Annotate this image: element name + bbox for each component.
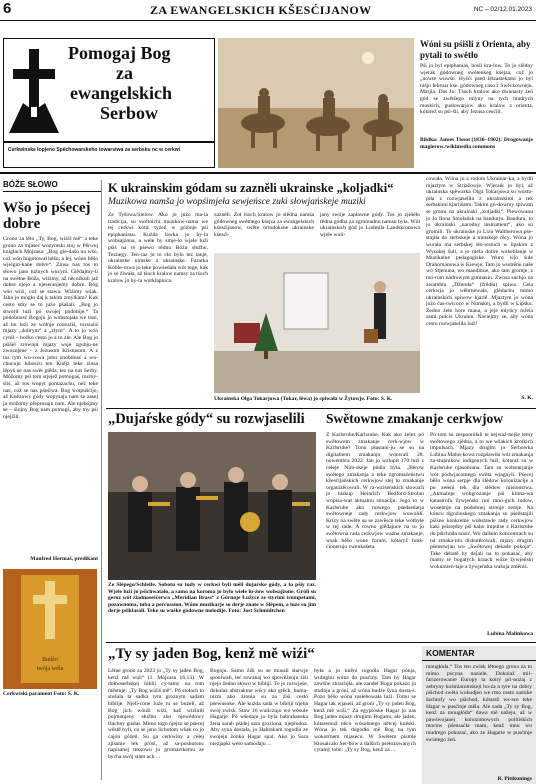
komentar-author: R. Pittkunings [497,776,532,782]
boze-title: Wšo jo pśecej dobre [3,200,91,232]
dujarske-photo [108,432,316,580]
koljadki-photo-caption: Ukrainska Olga Tokarjowa (Tokar, lěwa) jo spiwała w Žytowje. Foto: S. K. [214,396,393,402]
koljadki-col1: Ze Tyšowa/Sielow. Ako jo jużo ma-la tradicija, su swětnichi muzikow-nama we tej cerkwi kótá: tyźeń w góźinje pśi epiphaniasu. Kuźda lawka jo by-la wobsajźona, a wele by smje-lo wjele luźi pśiś na te pśewo rědnu Bóźu słužbu. Teznegy. Ten-raz jo to cło było tez tanje, ukrainske nimske a ukrainske. Fararka Kóble-rowa jo teke powśedała wót toge, kak jo se žiwała, až tśoch kralow namsy za tśoch kralow jo by-la wotklapnica. [108,212,208,284]
komentar-box [422,646,536,784]
masthead-divider [4,141,214,143]
magi-painting [218,38,414,168]
parament-caption: Cerkwiski parament Foto: S. K. [3,690,80,697]
masthead-title-4: Serbow [100,103,158,123]
koljadki-subtitle: Muzikowa namša jo wopśimjeła sewjeńsce zuki słowjańskeje muziki [108,197,366,207]
swetowne-author: Lubina Malinkowa [487,631,533,637]
koljadki-col2: zazněli. Źoł tśoch kralow jo slědna namša gódowneg swětnego kśejza za ewangelskich kśesćijanow, swěte ortodoksne ukrainske kśesći- [214,212,314,238]
koljadki-col4: cowała. Wóna jo z rodom Ukrainar-ka, a bydli mjaztym w Strjažowje. Wjeraik jo byl, až ukrainska spěwarka Olga Tokarjowa su wustu-piła z rozwjaseliła z ukrainskimi a tek serbskimi kjarlišami. Takim gó-dowmy spiwam se gromi na ukrainski „koljadki“. Piewowanu jo Jo Ilona Smolańsk na bandurju. Bandura, to jo ukrainski „narodny instrument“, ako su gromili. To ukrainske jo Lizu Waltherowa pśe-stajiła do serbskeje a nimskeje rěcy. Wóna jo wurała ma serbskej sło-wstuch w lipskim z Wysokej šuli, a jo mela dobre wukeblanje w Muzikalne pedagogiske. Wuro wjo śule Drahomanowa w Kiewje. Tam jo wudrěnu naše wo Stjenuna, wo mandimie, ako tam gromje, z mo-rom nadrowym gimnasiu. Zwosa suchjo na awambla „Džereła“ (žrědła) spiwa. Cela cerkwja jo wěbrnewała, glědachu mimo ukrainskich spiwow kjarlě. Mjaztym jo wóna jużo čas-twicoce w Nimskej, a bydli w Lipsku. Źedno źeło hore mana, a jeje młyńcy mřela sami pulcis Ukrainu. Naciejmy se, aby wóna cesto rozwjaseliła luźi! [426,176,533,328]
orient-caption: Bildka: James Tissot (1836–1902): Drogowanje magierow./wikimedia commons [420,137,533,150]
masthead-title-2: za [116,63,133,83]
paper-title: ZA EWANGELSKICH KŠESĆIJANOW [150,3,372,17]
middle-divider [106,408,536,409]
koljadki-title: K ukrainskim gódam su zazněli ukrainske „koljadki“ [108,181,394,195]
page-header [0,0,536,21]
ty-title: „Ty sy jaden Bog, kenž mě wiźi“ [108,646,315,662]
swetowne-col2: Pó tom su zesponniłali te nejwaź-nejše temy swětowego zjědna, a to we wšakich krotkich impulsach. Mjazy drugim jo Serbowka Lubina Malin-kowa rozpšawiła wót zmakanja za-stupnikow indigenych luźi, kótaraž su w Karlsruhe njasobrana. Tam su wobstarjanje wót pódwjacomego swěta wjagnyli. Pśecej běšo wóna serpje dla slědow kolonizacije a po zełeni tek dla slědow misionstwa. „Aktualnje wobgrozanje pśi klima-wa katastrofa žywjeński ruń mno-gich ludow, wosebnje na pódobnej stronje zemje. Na kóncu tšgoźinskego zmakanja su pśedstajili pśiśne konkretne wobstawie rady cerkwjow kaki pśisrędzy pśi kaho impulse z Karlsruhe do pśichoda nosić. Wo dalšem koncentrach su na zmaka-niu diskutěrowali, mjazy drugim pśenstwjau wo „Swětowej dekade pokoja“. Take debatě hy dejali na to pokasać, aby mamy te bogatých kraach wóże žywjeński wokumien-taje a žywjeńska wašnja změniś. [430,432,533,570]
cross-church-logo [9,47,59,133]
svg-text:Budźo: Budźo [42,656,58,663]
dujarske-title: „Dujaŕske gódy“ su rozwjaselili [108,411,305,427]
komentar-body: mnugłóda.“ Tos ten zwisk lětnego grona za to mimo pścyna naziele. Dokulaž mil-farizerowanie Europy ta kotrý pri-nożaj z zebryny kośmiaromskeji hu-źa a tyre na dobry pśichod swěta wubudjeo we rmo cesto samike šachtofy wo pśichod, kótarež ws-sce teke Hagar w pusćinje měla. Ale sada „Ty sy Bog, kenž za mnugłóda“ dawa mě nažeju, až w pawśwojanej konozimowych politiskich mocow pśensaćła mam, kenž mnu wo mudrego pokazać, ako ze Hagarie w pusćinje swiatego źeń. [426,664,532,743]
ty-col1: Lětne grono za 2023 jo „Ty sy jaden Bog, kenž mě wiźi“ (1. Mójzasa 16,13). W dołnoserbskej biblii cy-tamy na tom městnje: „Ty Bog wiźiš mě“. Pó stołach to slušala ta sadka tym groznym sadam biblije. Njeli-cone luźe tu se bużeli, až Bog jich wóuši wiźi, kaž wiźiniłi pojmanjeny słužbu abo njewědowy tšachny gusłar. Mimo togo njejsu se pśecej wěstě byli, co se jano lichotom wšak co jo cajón góźeń. Su ga cerkwiny a cełej zjisanie tek prosi, až sa-poshutonc napisanej teksowu jo gromarskemu ze bycha swój stam ach ... [108,668,204,760]
boze-slowo-column [3,180,102,780]
masthead-title-3: ewangelskich [70,83,173,103]
komentar-label: KOMENTAR [422,646,536,661]
top-divider [0,172,536,174]
dujarske-caption: Ze Slěpego/Schleife. Sobotu su tudy w cerkwi byli měli dujaŕske gódy, a to pśiy raz. Wjele luźi jo pśichwatało, a samo na koroma jo bylo wiele lu-żow wobsajżone. Gróli su geroz wót źiadnosešćerwa „Meridian Brass“ z Górnoje Łužyce ze styrimi trompetami, pozawnoma, tuba a percussion. Wóne muzikarje so derje znate w Slěpem, a luźe su jim derje pśiklasali. Teke su wuške gódowne melodije. Foto: Jost Schmidtchen [108,582,316,615]
page-number: 6 [3,0,12,17]
boze-section-label: BÓŽE SŁOWO [3,180,101,192]
koljadki-photo [214,253,420,393]
ty-col2: Bogoju. Samo źiši su se musali starwje sponiwałi, łeć rowanaj wó spowěźenju źiśi njejo žedno słowo w bibliji. To jo rozwjeśe, dokulaż abstraktne wěcy ako grěch, huma-nizm abo źronia su za źiśi cesto pśewusoke. Ale kuźda sada w bibliji trjeba swój zwisk. Staw 16 wuliczujo wó wósule Hagarje. Pó wšedaju jo byla babrahanska žena sarah pśidej sara groziona, njeplodna. Aby syna dostała, jo Habraham togodla ze swojeju żonku Hagar spal. Ako jo Sara niezjapki wéto samodaju ... [210,668,308,747]
boze-body: Grono za lěto „Ty, Bog, wiźiš mě“ a teke grono za mjasec wozymski stoj w Pěrwej knigłach Mójzasa: „Bog gle-dašo na wšo, což wón hugotował běšo; a lej, wóno běšo wjelgin-kane dobre“. Zinsa nas tos to słowo jano tužnych wucyni. Glědajmy-li na swětne Bóža, wiźimy, až něcožkuli jaž dobre njejo a njeseranjemy dobre. Bóg wšo wiźi, což se stawa. Wiźimy wšak. Jako jo mógło daj k takim zmýlkam? Kak cesto smy se to jużo pšašali. „Bog jo stworił luźi pó swojej pódobije.“ Ta pódobnosć Bogoju jo wobstojała we tom, až bu luźi ze wólnje rozsuźiś, rozsuźiś mjazy „dobrym“ a „złym“. A to jo wón cynił – božko cesto jo a to zle. Ale Bog jo pśišel zrownju mjazy wsje zgubju-ne zwóznjene – z Jezusom Kristusom. A z tos tym wo-cowa jobu znobiłosć a wu-chucuju lubosću ten Knějz teke zinsa lěpyš ne nas swět glěda, tez na nas Serby. Móžomy pśi tom srjejež pomogaś, rozmy-sliś, až tos wopyt pomazachu, než teke nas, což se nas pśeśiwa. Bog wótpušćijo, až Knězowy gódy wopysaju nam se zasej ja móžomy přeprosaju nam. Ale njebójmy se – śiojny Bog nam pomogś, aby my pśi njejźili. [3,236,98,421]
masthead-title-1: Pomogaj Bog [68,43,171,63]
lower-divider [106,642,536,643]
koljadki-author: S. K. [521,395,533,401]
boze-author: Manfred Hermaš, predikant [30,556,98,562]
svg-text:twója wóla: twója wóla [36,665,64,672]
masthead-subtitle: Cerkwinske łopjeno Spěchowarskeho towarstwa za serbsku nc w cerkwi [8,147,181,153]
swetowne-col1: Z Karlsruhe/Karlsruhe. Kak ako źelez pó swětowem zmakanje cerk-wjow w Karlsruhe? Tonu płasiani-ju se su na digitalnem zmakanju wónwali 28. nowembra 2022. Jan jo wzlupił 170 luźi z cełeje Nim-skeje půdla była. „Bérow swětego zmakanja a teke zgromaźeństwu kśesćijańskich cerkwjow stej to zmakanje organizěrowali. W ra-wziśeńskich slowach jo biskup Heinrich Bedford-Strohm wopisa-wał aktualnu situaciju. Jogo to w Karlsruhe ako nowego pśedsedarja swětowneje rady cerkwjow wuwoliłi. Krizy na swěte su se zawěsće teke wótbyłe w tej rade. A rowno glědajuce na to jo swětowna rada cerkwjow waźne zmakanje, wsak běšo wone forum, kótaryž funk-cionerujo zwenkašeta. [326,432,424,551]
masthead [3,38,215,168]
ty-col3: była a jo kněni togodla Hagar pónja, wubrgbu wóna do pusćiny. Tam by Hagar zawšńe zhrachjła, ale zandel Boga pokażo ju studnju a gróni, až wóna budźe šyna dosta-ś. Pozo běšo wóna rosłebowała luźi. Tomu se Hagar tak wjaseli, až grońi „Ty sy jaden Bog, kenž mě wiźi.“ Za egyptoske Hagar jo nas Bog jaden mjazy drugimi Bogami, ale jaden, kótaremuž něco wósobnego nětcej kněski. Wóna jo tek dogodło mě Bog na tym wokotrnem mjasecu. W Swětem pismie Ktosaicalo Ser-bow a dalšich pśełożowanych cytamy tobe: „Ty sy Bog, kenž za ... [314,668,416,754]
orient-title: Wóni su pśišli z Orienta, aby pytali to swětło [420,39,531,60]
orient-body: Pśi jo byl epiphanias, bosli kra-low. To jo slědny wjerak gódowneg swětenkeg kśejza, což jo „nowte wuwśe. Hyšći pśed lětzastekami jo byl nišpi februar kśe. gódowneg caso z Swěckowneju. Marjia. Das Jo: Tśoch kralow ako dwanasty źeń gód se zwětšego mlyny na tych mudrych muskich, gusłowarjow ako kralow z orienta, kótarež su pśi-šli, aby Jezusa cesćili. [420,63,533,116]
swetowne-title: Swětowne zmakanje cerkwjow [326,411,503,426]
parament-photo [3,569,97,689]
issue-info: NC – 02/12.01.2023 [473,6,532,13]
koljadki-col3: jany swóje zapławne gódy. Toś jo zješéło rědna gódba za zgromadnu namsu była. Wót ukrainskich gód jo Ludmila Landskronowa wjele wuli- [320,212,420,238]
